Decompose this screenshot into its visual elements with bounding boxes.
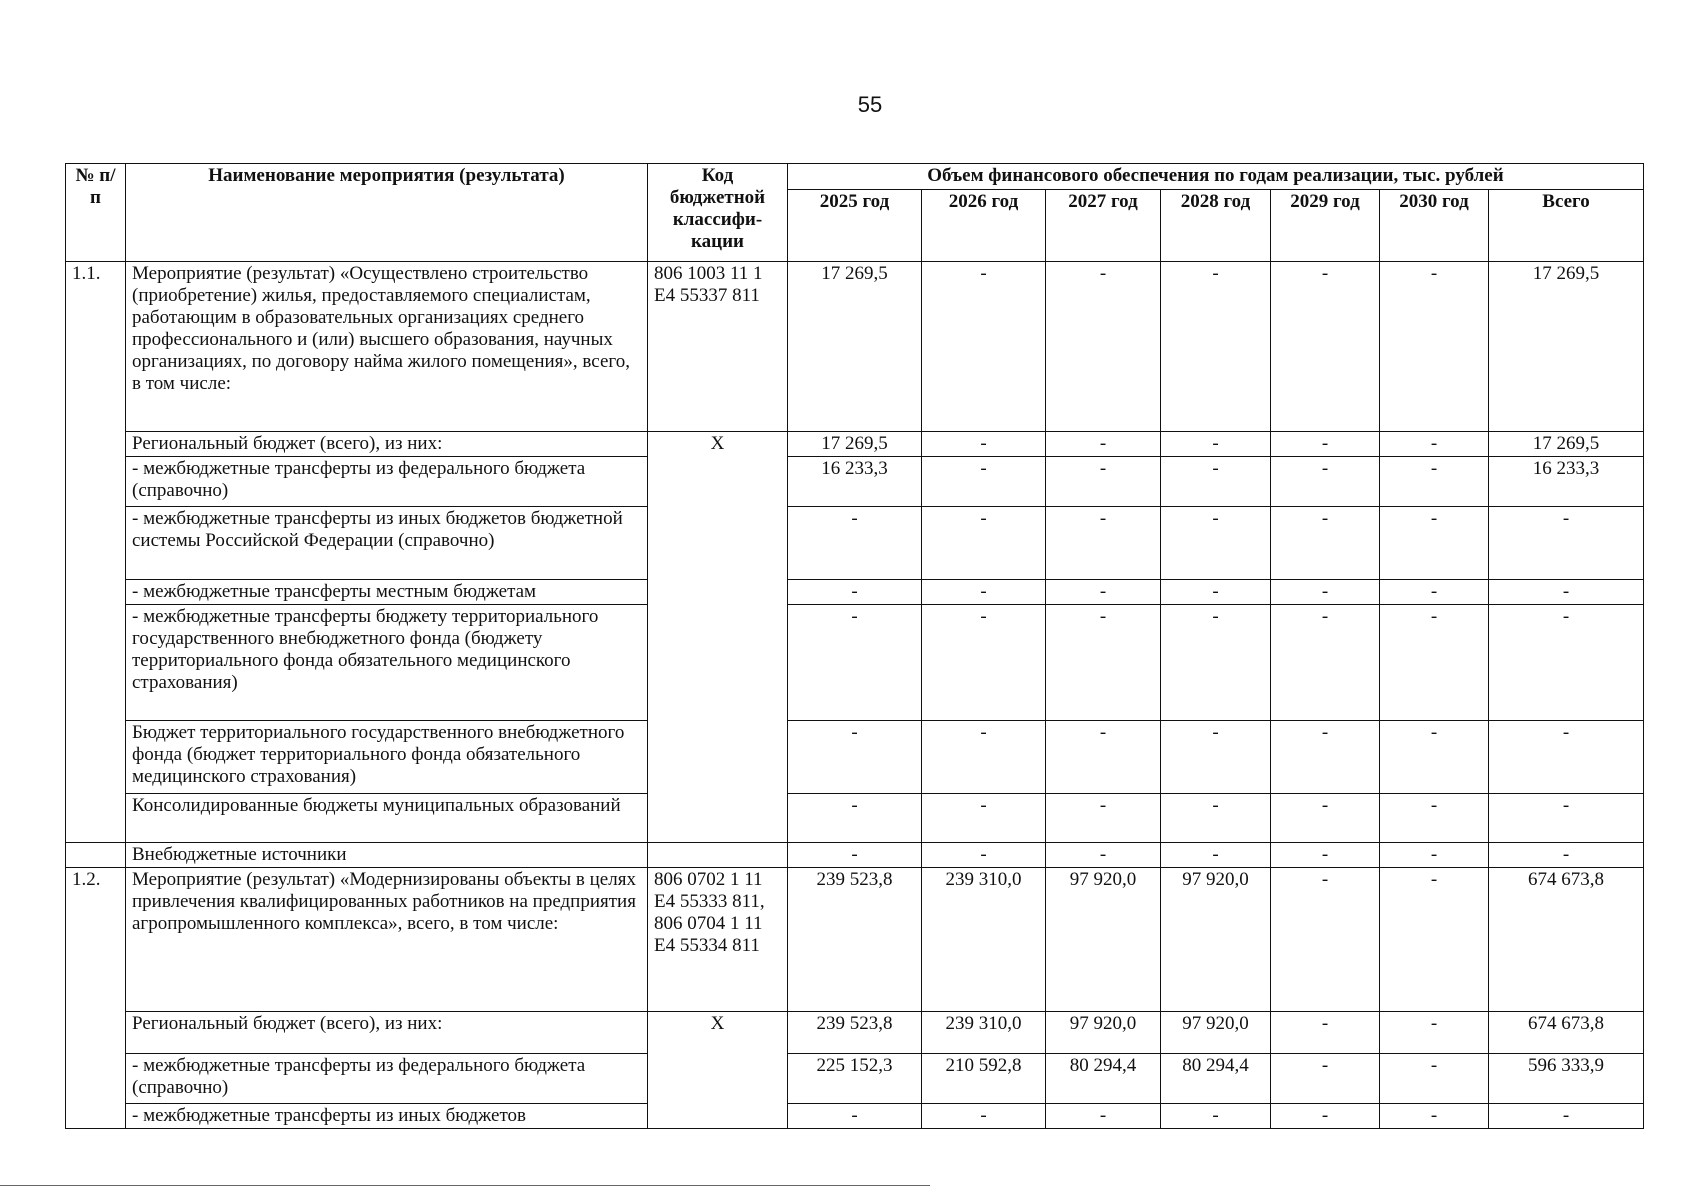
table-row: [66, 868, 1644, 1012]
value-cell: -: [1380, 794, 1489, 843]
value-cell: -: [1271, 262, 1380, 432]
value-cell: -: [1161, 843, 1271, 868]
table-row: [66, 580, 1644, 605]
header-code: Код бюджетной классифи-кации: [648, 164, 788, 262]
header-num: № п/п: [66, 164, 126, 262]
value-cell: -: [788, 1104, 922, 1129]
value-cell: -: [1271, 868, 1380, 1012]
value-cell: 210 592,8: [922, 1054, 1046, 1104]
table-row: [66, 794, 1644, 843]
value-cell: 97 920,0: [1046, 868, 1161, 1012]
value-cell: -: [788, 507, 922, 580]
value-cell: -: [1271, 432, 1380, 457]
value-cell: -: [1161, 605, 1271, 721]
value-cell: -: [1046, 262, 1161, 432]
value-cell: -: [1271, 1104, 1380, 1129]
header-year: 2027 год: [1046, 190, 1161, 262]
value-cell: -: [922, 794, 1046, 843]
value-cell: -: [1271, 1012, 1380, 1054]
header-volume: Объем финансового обеспечения по годам реализации, тыс. рублей: [788, 164, 1644, 190]
value-cell: -: [1489, 721, 1644, 794]
value-cell: -: [1271, 580, 1380, 605]
row-name: Региональный бюджет (всего), из них:: [126, 432, 648, 457]
value-cell: -: [1161, 794, 1271, 843]
value-cell: -: [1489, 1104, 1644, 1129]
table-row: [66, 721, 1644, 794]
budget-table: [65, 163, 1644, 1129]
value-cell: -: [1380, 1054, 1489, 1104]
header-total: Всего: [1489, 190, 1644, 262]
row-name: Внебюджетные источники: [126, 843, 648, 868]
row-name: - межбюджетные трансферты местным бюджетам: [126, 580, 648, 605]
scan-edge-line: [0, 1185, 930, 1186]
value-cell: 97 920,0: [1046, 1012, 1161, 1054]
value-cell: -: [1046, 605, 1161, 721]
row-number: 1.1.: [66, 262, 126, 843]
value-cell: -: [1161, 432, 1271, 457]
value-cell: 674 673,8: [1489, 868, 1644, 1012]
table-row: [66, 1012, 1644, 1054]
value-cell: -: [922, 432, 1046, 457]
row-name: Мероприятие (результат) «Осуществлено строительство (приобретение) жилья, предоставляемого специалистам, работающим в образовательных организациях среднего профессионального и (или) высшего образования, научных организациях, по договору найма жилого помещения», всего, в том числе:: [126, 262, 648, 432]
header-year: 2028 год: [1161, 190, 1271, 262]
value-cell: -: [1161, 580, 1271, 605]
row-code: Х: [648, 1012, 788, 1129]
value-cell: -: [1380, 432, 1489, 457]
row-name: - межбюджетные трансферты бюджету территориального государственного внебюджетного фонда (бюджету территориального фонда обязательного медицинского страхования): [126, 605, 648, 721]
value-cell: -: [922, 1104, 1046, 1129]
value-cell: -: [1271, 605, 1380, 721]
table-row: [66, 605, 1644, 721]
value-cell: -: [1380, 507, 1489, 580]
value-cell: -: [1489, 794, 1644, 843]
table-row: [66, 507, 1644, 580]
row-code: 806 1003 11 1 Е4 55337 811: [648, 262, 788, 432]
value-cell: 239 523,8: [788, 868, 922, 1012]
row-number: [66, 843, 126, 868]
value-cell: -: [1271, 843, 1380, 868]
row-code: [648, 843, 788, 868]
value-cell: -: [922, 843, 1046, 868]
value-cell: -: [922, 580, 1046, 605]
value-cell: -: [922, 457, 1046, 507]
row-name: - межбюджетные трансферты из федерального бюджета (справочно): [126, 1054, 648, 1104]
value-cell: -: [1380, 721, 1489, 794]
value-cell: 239 523,8: [788, 1012, 922, 1054]
table-row: [66, 1104, 1644, 1129]
value-cell: -: [1380, 605, 1489, 721]
row-code: Х: [648, 432, 788, 843]
value-cell: 80 294,4: [1161, 1054, 1271, 1104]
value-cell: 97 920,0: [1161, 1012, 1271, 1054]
value-cell: 239 310,0: [922, 1012, 1046, 1054]
row-name: - межбюджетные трансферты из федерального бюджета (справочно): [126, 457, 648, 507]
value-cell: -: [1161, 507, 1271, 580]
table-row: [66, 1054, 1644, 1104]
value-cell: -: [1161, 262, 1271, 432]
row-name: Консолидированные бюджеты муниципальных образований: [126, 794, 648, 843]
value-cell: -: [1046, 721, 1161, 794]
row-name: Бюджет территориального государственного внебюджетного фонда (бюджет территориального фонда обязательного медицинского страхования): [126, 721, 648, 794]
header-year: 2029 год: [1271, 190, 1380, 262]
value-cell: 16 233,3: [788, 457, 922, 507]
value-cell: -: [1271, 507, 1380, 580]
value-cell: 596 333,9: [1489, 1054, 1644, 1104]
value-cell: -: [1161, 721, 1271, 794]
value-cell: 17 269,5: [788, 432, 922, 457]
value-cell: -: [1161, 1104, 1271, 1129]
value-cell: 239 310,0: [922, 868, 1046, 1012]
value-cell: -: [1046, 580, 1161, 605]
table-row: [66, 432, 1644, 457]
header-name: Наименование мероприятия (результата): [126, 164, 648, 262]
value-cell: -: [1046, 457, 1161, 507]
value-cell: -: [1489, 507, 1644, 580]
row-name: - межбюджетные трансферты из иных бюджетов: [126, 1104, 648, 1129]
value-cell: -: [1380, 843, 1489, 868]
value-cell: -: [1271, 721, 1380, 794]
value-cell: -: [1380, 580, 1489, 605]
value-cell: -: [1380, 868, 1489, 1012]
value-cell: -: [1161, 457, 1271, 507]
value-cell: -: [1046, 794, 1161, 843]
header-year: 2030 год: [1380, 190, 1489, 262]
value-cell: -: [1046, 843, 1161, 868]
value-cell: 674 673,8: [1489, 1012, 1644, 1054]
page-number: 55: [857, 92, 883, 117]
value-cell: 80 294,4: [1046, 1054, 1161, 1104]
value-cell: -: [1271, 457, 1380, 507]
value-cell: -: [1046, 432, 1161, 457]
value-cell: -: [1380, 1104, 1489, 1129]
value-cell: -: [1489, 843, 1644, 868]
value-cell: -: [1380, 457, 1489, 507]
value-cell: -: [788, 721, 922, 794]
value-cell: -: [788, 605, 922, 721]
table-row: [66, 262, 1644, 432]
value-cell: -: [1380, 1012, 1489, 1054]
value-cell: -: [922, 721, 1046, 794]
table-row: [66, 843, 1644, 868]
row-name: Мероприятие (результат) «Модернизированы объекты в целях привлечения квалифицированных работников на предприятия агропромышленного комплекса», всего, в том числе:: [126, 868, 648, 1012]
value-cell: 17 269,5: [1489, 432, 1644, 457]
table-row: [66, 457, 1644, 507]
value-cell: -: [788, 580, 922, 605]
value-cell: -: [1489, 580, 1644, 605]
value-cell: -: [788, 794, 922, 843]
header-year: 2025 год: [788, 190, 922, 262]
value-cell: -: [1046, 1104, 1161, 1129]
value-cell: 225 152,3: [788, 1054, 922, 1104]
value-cell: -: [1380, 262, 1489, 432]
value-cell: 16 233,3: [1489, 457, 1644, 507]
value-cell: -: [1489, 605, 1644, 721]
value-cell: -: [788, 843, 922, 868]
row-name: - межбюджетные трансферты из иных бюджетов бюджетной системы Российской Федерации (справочно): [126, 507, 648, 580]
value-cell: -: [922, 507, 1046, 580]
header-year: 2026 год: [922, 190, 1046, 262]
value-cell: -: [1271, 794, 1380, 843]
row-code: 806 0702 1 11 Е4 55333 811, 806 0704 1 11 Е4 55334 811: [648, 868, 788, 1012]
row-number: 1.2.: [66, 868, 126, 1129]
value-cell: 97 920,0: [1161, 868, 1271, 1012]
value-cell: -: [922, 605, 1046, 721]
value-cell: 17 269,5: [788, 262, 922, 432]
value-cell: -: [922, 262, 1046, 432]
value-cell: -: [1046, 507, 1161, 580]
value-cell: 17 269,5: [1489, 262, 1644, 432]
row-name: Региональный бюджет (всего), из них:: [126, 1012, 648, 1054]
value-cell: -: [1271, 1054, 1380, 1104]
